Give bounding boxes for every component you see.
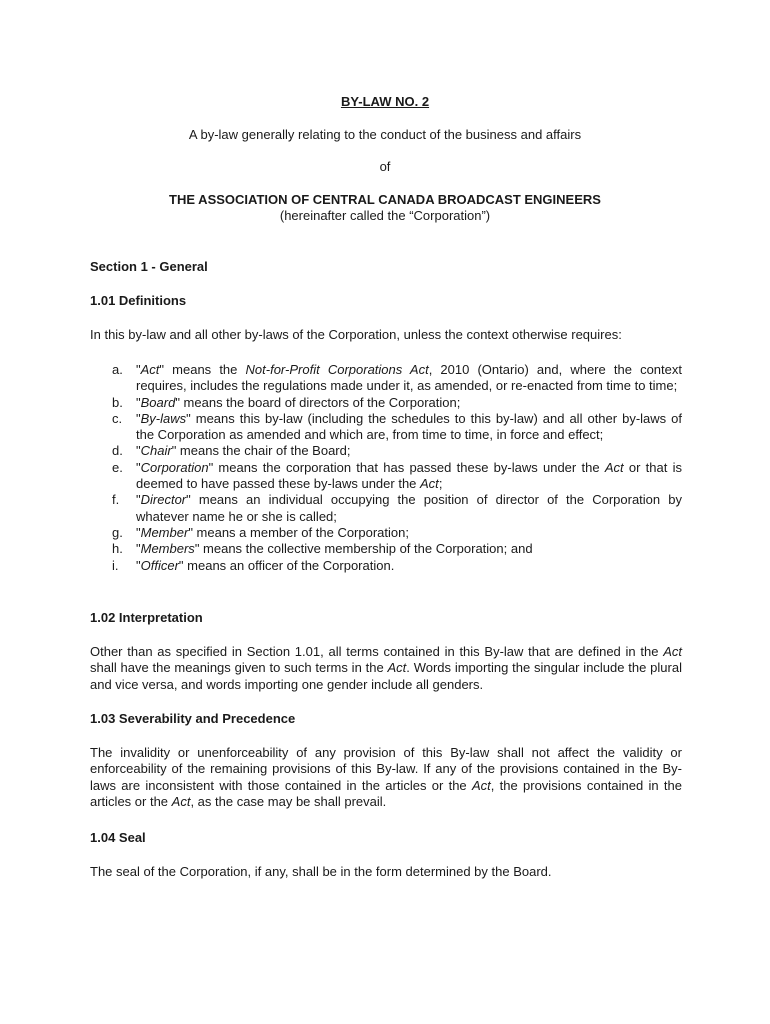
organization-note: (hereinafter called the “Corporation”) — [279, 208, 491, 223]
document-of: of — [379, 159, 391, 174]
interpretation-paragraph: Other than as specified in Section 1.01, all terms contained in this By-law that are defined in the Act shall have the meanings given to such terms in the Act. Words importing the singular include the plural and vice versa, and words importing one gender include all genders. — [90, 644, 682, 692]
subsection-1-01-heading: 1.01 Definitions — [90, 293, 187, 308]
definition-text: "Board" means the board of directors of the Corporation; — [136, 394, 461, 410]
list-marker: e. — [112, 459, 123, 475]
definitions-list — [90, 362, 682, 574]
list-item — [90, 395, 682, 411]
subsection-1-02-heading: 1.02 Interpretation — [90, 610, 203, 625]
list-item — [90, 541, 682, 557]
organization-name: THE ASSOCIATION OF CENTRAL CANADA BROADCAST ENGINEERS — [169, 192, 601, 207]
list-item — [90, 362, 682, 395]
list-marker: b. — [112, 394, 123, 410]
definition-text: "By-laws" means this by-law (including the schedules to this by-law) and all other by-laws of the Corporation as amended and which are, from time to time, in force and effect; — [136, 410, 682, 443]
definition-text: "Officer" means an officer of the Corporation. — [136, 557, 395, 573]
section-1-heading: Section 1 - General — [90, 259, 208, 274]
list-marker: g. — [112, 524, 123, 540]
list-item — [90, 525, 682, 541]
list-item — [90, 443, 682, 459]
seal-paragraph: The seal of the Corporation, if any, shall be in the form determined by the Board. — [90, 864, 552, 879]
list-marker: c. — [112, 410, 123, 426]
document-subtitle: A by-law generally relating to the conduct of the business and affairs — [188, 127, 582, 142]
definition-text: "Members" means the collective membership of the Corporation; and — [136, 541, 533, 557]
definition-text: "Corporation" means the corporation that has passed these by-laws under the Act or that is deemed to have passed these by-laws under the Act; — [136, 459, 682, 492]
definition-text: "Director" means an individual occupying the position of director of the Corporation by whatever name he or she is called; — [136, 492, 682, 524]
definition-text: "Chair" means the chair of the Board; — [136, 443, 351, 459]
subsection-1-03-heading: 1.03 Severability and Precedence — [90, 711, 296, 726]
definition-text: "Act" means the Not-for-Profit Corporations Act, 2010 (Ontario) and, where the context requires, includes the regulations made under it, as amended, or re-enacted from time to time; — [136, 362, 682, 394]
definition-text: "Member" means a member of the Corporation; — [136, 524, 409, 540]
list-marker: d. — [112, 443, 123, 459]
severability-paragraph: The invalidity or unenforceability of any provision of this By-law shall not affect the validity or enforceability of the remaining provisions of this By-law. If any of the provisions contained in the By-laws are inconsistent with those contained in the articles or the Act, the provisions contained in the articles or the Act, as the case may be shall prevail. — [90, 745, 682, 809]
list-item — [90, 460, 682, 493]
list-marker: a. — [112, 362, 123, 377]
document-title: BY-LAW NO. 2 — [340, 94, 430, 109]
subsection-1-04-heading: 1.04 Seal — [90, 830, 146, 845]
list-marker: f. — [112, 492, 120, 508]
list-item — [90, 558, 682, 574]
list-item — [90, 411, 682, 444]
list-marker: i. — [112, 557, 119, 573]
list-marker: h. — [112, 541, 123, 557]
definitions-intro: In this by-law and all other by-laws of the Corporation, unless the context otherwise requires: — [90, 327, 622, 342]
list-item — [90, 492, 682, 525]
